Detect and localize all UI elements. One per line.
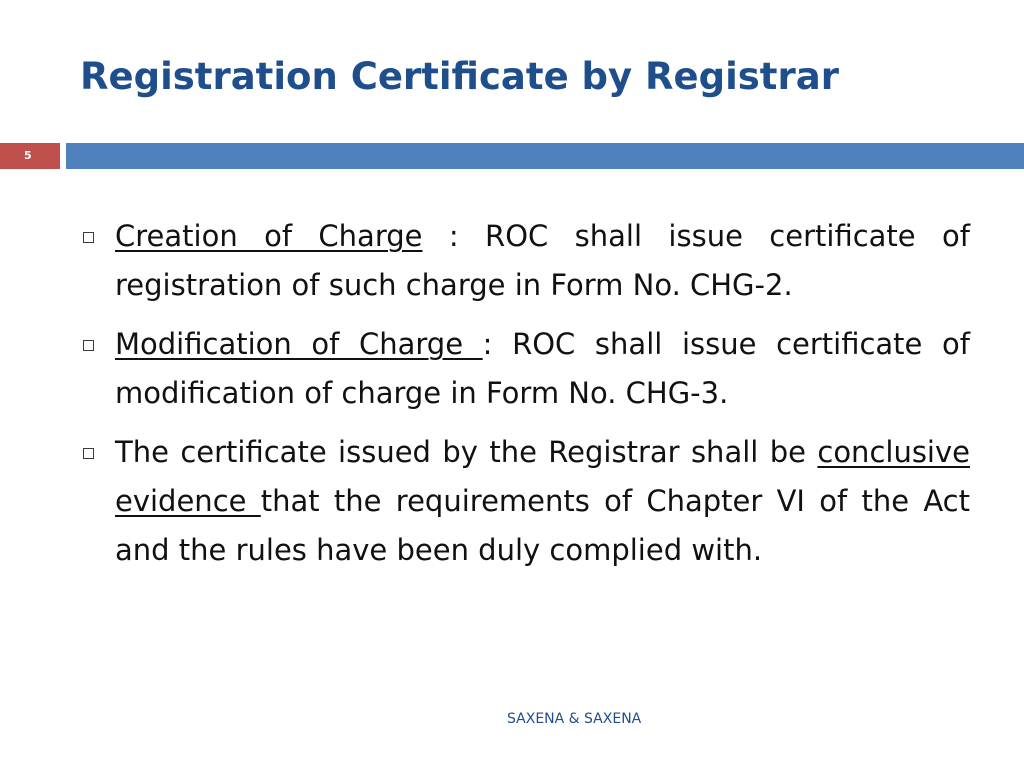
bullet-text-before: The certificate issued by the Registrar shall be <box>115 435 818 469</box>
square-bullet-icon <box>83 340 94 351</box>
bullet-list <box>78 212 970 585</box>
bullet-text: ROC shall issue certificate of modification of charge in Form No. CHG-3. <box>115 327 970 410</box>
bullet-lead-term: Modification of Charge <box>115 327 483 361</box>
square-bullet-icon <box>83 232 94 243</box>
slide-number: 5 <box>24 149 32 162</box>
bullet-emphasis-term: conclusive evidence <box>115 435 970 518</box>
bullet-separator: : <box>422 219 486 253</box>
slide-title: Registration Certificate by Registrar <box>80 55 839 98</box>
bullet-text: ROC shall issue certificate of registration of such charge in Form No. CHG-2. <box>115 219 970 302</box>
bullet-conclusive-evidence <box>78 428 970 575</box>
bullet-separator: : <box>482 327 513 361</box>
bullet-lead-term: Creation of Charge <box>115 219 423 253</box>
square-bullet-icon <box>83 448 94 459</box>
title-accent-bar <box>66 143 1024 169</box>
footer-text: SAXENA & SAXENA <box>507 711 642 727</box>
bullet-modification-of-charge <box>78 320 970 418</box>
bullet-text-after: that the requirements of Chapter VI of the Act and the rules have been duly complied with. <box>115 484 970 567</box>
bullet-creation-of-charge <box>78 212 970 310</box>
slide-number-block <box>0 143 60 169</box>
